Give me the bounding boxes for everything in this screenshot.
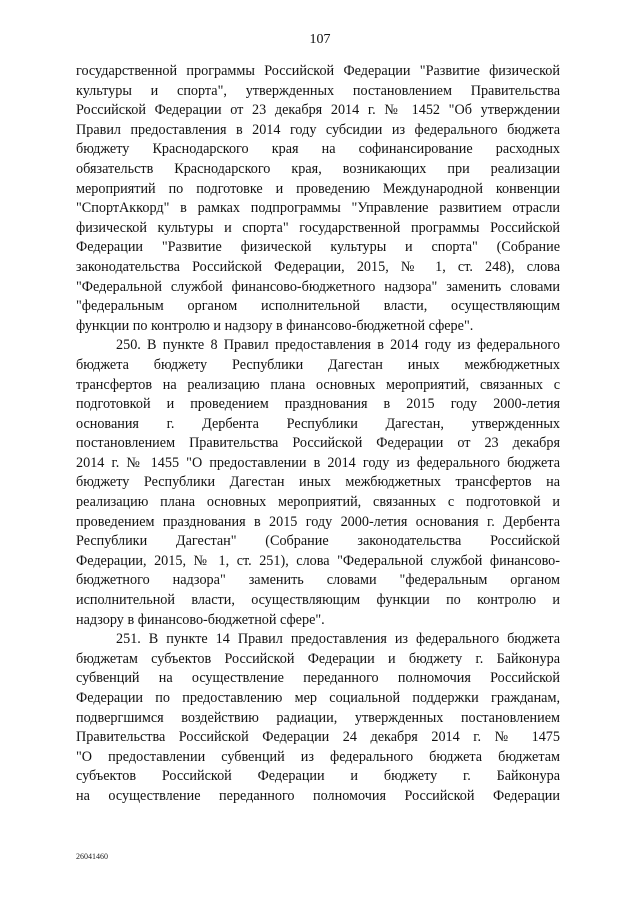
text-line: Правительства Российской Федерации 24 декабря 2014 г. № 1475 xyxy=(76,729,560,746)
text-line: "О предоставлении субвенций из федерального бюджета бюджетам xyxy=(76,748,560,765)
text-line: мероприятий по подготовке и проведению Международной конвенции xyxy=(76,180,560,197)
text-line: трансфертов на реализацию плана основных мероприятий, связанных с xyxy=(76,376,560,393)
text-line: постановлением Правительства Российской Федерации от 23 декабря xyxy=(76,435,560,452)
document-code: 26041460 xyxy=(76,852,108,861)
text-line: 251. В пункте 14 Правил предоставления из федерального бюджета xyxy=(116,631,560,648)
text-line: субъектов Российской Федерации и бюджету г. Байконура xyxy=(76,768,560,785)
text-line: Федерации, 2015, № 1, ст. 251), слова "Федеральной службой финансово- xyxy=(76,552,560,569)
text-line: 250. В пункте 8 Правил предоставления в 2014 году из федерального xyxy=(116,337,560,354)
text-line: проведением празднования в 2015 году 2000-летия основания г. Дербента xyxy=(76,513,560,530)
text-line: обязательств Краснодарского края, возникающих при реализации xyxy=(76,160,560,177)
text-line: исполнительной власти, осуществляющим функции по контролю и xyxy=(76,592,560,609)
text-line: реализацию плана основных мероприятий, связанных с подготовкой и xyxy=(76,494,560,511)
text-line: "СпортАккорд" в рамках подпрограммы "Управление развитием отрасли xyxy=(76,200,560,217)
text-line: подготовкой и проведением празднования в 2015 году 2000-летия xyxy=(76,396,560,413)
text-line: бюджету Краснодарского края на софинансирование расходных xyxy=(76,141,560,158)
text-line: субвенций на осуществление переданного полномочия Российской xyxy=(76,670,560,687)
text-line: на осуществление переданного полномочия Российской Федерации xyxy=(76,787,560,804)
text-line: Правил предоставления в 2014 году субсидии из федерального бюджета xyxy=(76,121,560,138)
text-line: "Федеральной службой финансово-бюджетного надзора" заменить словами xyxy=(76,278,560,295)
text-line: 2014 г. № 1455 "О предоставлении в 2014 году из федерального бюджета xyxy=(76,454,560,471)
text-line: бюджета бюджету Республики Дагестан иных межбюджетных xyxy=(76,356,560,373)
text-line: подвергшимся воздействию радиации, утвержденных постановлением xyxy=(76,709,560,726)
text-line: Российской Федерации от 23 декабря 2014 г. № 1452 "Об утверждении xyxy=(76,102,560,119)
text-line: физической культуры и спорта" государственной программы Российской xyxy=(76,219,560,236)
document-body xyxy=(76,62,560,807)
text-line: функции по контролю и надзору в финансово-бюджетной сфере". xyxy=(76,317,474,334)
text-line: государственной программы Российской Федерации "Развитие физической xyxy=(76,63,560,79)
text-line: Федерации "Развитие физической культуры и спорта" (Собрание xyxy=(76,239,560,256)
text-line: бюджетам субъектов Российской Федерации и бюджету г. Байконура xyxy=(76,650,560,667)
text-line: надзору в финансово-бюджетной сфере". xyxy=(76,611,325,628)
text-line: культуры и спорта", утвержденных постановлением Правительства xyxy=(76,82,560,99)
text-line: основания г. Дербента Республики Дагестан, утвержденных xyxy=(76,415,560,432)
page-number: 107 xyxy=(309,32,331,47)
text-line: "федеральным органом исполнительной власти, осуществляющим xyxy=(76,298,560,315)
text-line: Федерации по предоставлению мер социальной поддержки гражданам, xyxy=(76,690,560,706)
text-line: бюджету Республики Дагестан иных межбюджетных трансфертов на xyxy=(76,474,560,491)
text-line: Республики Дагестан" (Собрание законодательства Российской xyxy=(76,533,560,550)
text-line: законодательства Российской Федерации, 2015, № 1, ст. 248), слова xyxy=(76,258,560,275)
text-line: бюджетного надзора" заменить словами "федеральным органом xyxy=(76,572,560,589)
